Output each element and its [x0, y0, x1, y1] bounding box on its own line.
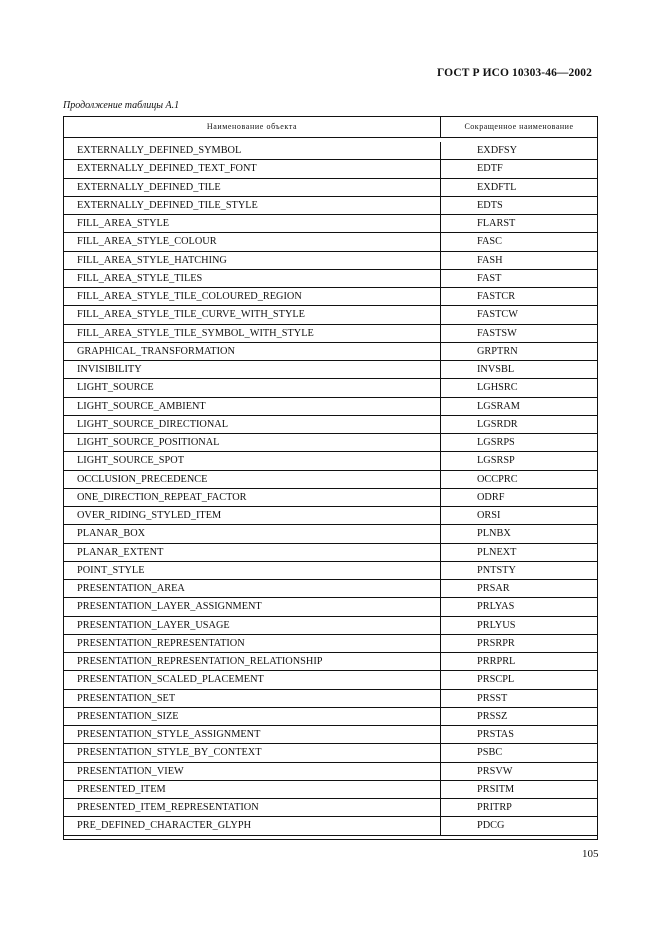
short-name-cell: PDCG: [477, 820, 505, 832]
short-name-cell: ORSI: [477, 510, 501, 521]
short-name-cell: EXDFSY: [477, 145, 518, 156]
object-name-cell: FILL_AREA_STYLE_TILE_CURVE_WITH_STYLE: [64, 306, 441, 323]
short-name-cell: FASTSW: [477, 327, 517, 339]
object-name-cell: PRESENTATION_VIEW: [64, 763, 441, 780]
table-row: [64, 507, 597, 525]
short-name-cell: FLARST: [477, 218, 516, 229]
table-row: [64, 398, 597, 416]
object-name-cell: LIGHT_SOURCE_AMBIENT: [64, 398, 441, 415]
short-name-cell: FASH: [477, 254, 503, 266]
table-row: [64, 489, 597, 507]
table-row: [64, 233, 597, 251]
object-name-cell: PRESENTED_ITEM: [64, 781, 441, 798]
short-name-cell: GRPTRN: [477, 345, 518, 357]
object-name-cell: POINT_STYLE: [64, 562, 441, 579]
table-row: [64, 434, 597, 452]
table-row: [64, 288, 597, 306]
object-name-cell: INVISIBILITY: [64, 361, 441, 378]
short-name-cell: LGSRSP: [477, 455, 515, 467]
object-name-cell: FILL_AREA_STYLE_TILE_SYMBOL_WITH_STYLE: [64, 325, 441, 342]
object-name-cell: PRESENTATION_STYLE_BY_CONTEXT: [64, 744, 441, 761]
object-name-cell: PRESENTATION_SIZE: [64, 708, 441, 725]
short-name-cell: PRSAR: [477, 583, 510, 594]
object-name-cell: PRE_DEFINED_CHARACTER_GLYPH: [64, 817, 441, 834]
short-name-cell: PRLYAS: [477, 601, 515, 613]
object-name-cell: PLANAR_BOX: [64, 525, 441, 542]
object-name-cell: PRESENTATION_STYLE_ASSIGNMENT: [64, 726, 441, 743]
table-row: [64, 471, 597, 489]
object-name-cell: EXTERNALLY_DEFINED_TEXT_FONT: [64, 160, 441, 177]
object-name-cell: ONE_DIRECTION_REPEAT_FACTOR: [64, 489, 441, 506]
short-name-cell: FASC: [477, 236, 502, 248]
table-row: [64, 817, 597, 835]
object-name-cell: PRESENTATION_LAYER_ASSIGNMENT: [64, 598, 441, 615]
table-row: [64, 142, 597, 160]
table-row: [64, 179, 597, 197]
table-body: [64, 142, 597, 836]
short-name-cell: LGHSRC: [477, 382, 518, 394]
short-name-cell: PRITRP: [477, 802, 512, 813]
object-name-cell: EXTERNALLY_DEFINED_TILE: [64, 179, 441, 196]
table-row: [64, 781, 597, 799]
object-name-cell: PRESENTATION_SCALED_PLACEMENT: [64, 671, 441, 688]
object-name-cell: PRESENTATION_SET: [64, 690, 441, 707]
object-name-cell: FILL_AREA_STYLE_HATCHING: [64, 252, 441, 269]
table-row: [64, 671, 597, 689]
object-name-cell: FILL_AREA_STYLE_COLOUR: [64, 233, 441, 250]
table-row: [64, 525, 597, 543]
short-name-cell: LGSRPS: [477, 437, 515, 448]
short-name-cell: PRSST: [477, 692, 508, 704]
object-name-cell: LIGHT_SOURCE_POSITIONAL: [64, 434, 441, 451]
object-name-cell: PRESENTED_ITEM_REPRESENTATION: [64, 799, 441, 816]
object-name-cell: PRESENTATION_REPRESENTATION: [64, 635, 441, 652]
table-row: [64, 617, 597, 635]
table-row: [64, 653, 597, 671]
column-header-short-name: Сокращенное наименование: [464, 122, 574, 131]
short-name-cell: FASTCR: [477, 291, 516, 302]
table-row: [64, 306, 597, 324]
short-name-cell: PNTSTY: [477, 564, 516, 576]
table-row: [64, 744, 597, 762]
table-row: [64, 635, 597, 653]
table-header: [64, 117, 597, 138]
table-row: [64, 562, 597, 580]
object-name-cell: OVER_RIDING_STYLED_ITEM: [64, 507, 441, 524]
table-row: [64, 160, 597, 178]
short-name-cell: FASTCW: [477, 309, 519, 321]
short-name-cell: PRSCPL: [477, 674, 515, 686]
short-name-cell: PRSITM: [477, 783, 515, 795]
short-name-cell: ODRF: [477, 491, 505, 503]
table-row: [64, 416, 597, 434]
object-name-cell: LIGHT_SOURCE: [64, 379, 441, 396]
table-row: [64, 361, 597, 379]
object-name-cell: FILL_AREA_STYLE: [64, 215, 441, 232]
table-row: [64, 197, 597, 215]
table-row: [64, 598, 597, 616]
short-name-cell: EDTS: [477, 199, 503, 211]
short-name-cell: PLNEXT: [477, 546, 517, 558]
short-name-cell: EXDFTL: [477, 181, 517, 193]
object-name-cell: PRESENTATION_REPRESENTATION_RELATIONSHIP: [64, 653, 441, 670]
short-name-cell: PRSTAS: [477, 729, 514, 740]
table-caption: Продолжение таблицы A.1: [63, 100, 180, 111]
object-name-cell: FILL_AREA_STYLE_TILES: [64, 270, 441, 287]
table-row: [64, 690, 597, 708]
short-name-cell: LGSRDR: [477, 418, 518, 430]
table-row: [64, 252, 597, 270]
object-name-cell: LIGHT_SOURCE_SPOT: [64, 452, 441, 469]
table-row: [64, 708, 597, 726]
object-name-cell: PLANAR_EXTENT: [64, 544, 441, 561]
table-row: [64, 379, 597, 397]
table-row: [64, 763, 597, 781]
object-name-cell: OCCLUSION_PRECEDENCE: [64, 471, 441, 488]
short-name-cell: PRSSZ: [477, 710, 508, 722]
table-row: [64, 452, 597, 470]
table-row: [64, 215, 597, 233]
abbreviation-table: [63, 116, 598, 840]
column-header-object-name: Наименование объекта: [64, 117, 441, 137]
object-name-cell: EXTERNALLY_DEFINED_TILE_STYLE: [64, 197, 441, 214]
short-name-cell: PRRPRL: [477, 656, 516, 667]
short-name-cell: PRSVW: [477, 765, 513, 777]
object-name-cell: PRESENTATION_LAYER_USAGE: [64, 617, 441, 634]
object-name-cell: EXTERNALLY_DEFINED_SYMBOL: [64, 142, 441, 159]
table-row: [64, 325, 597, 343]
table-row: [64, 343, 597, 361]
table-row: [64, 580, 597, 598]
short-name-cell: FAST: [477, 272, 502, 284]
table-row: [64, 270, 597, 288]
table-row: [64, 799, 597, 817]
short-name-cell: OCCPRC: [477, 473, 518, 485]
short-name-cell: EDTF: [477, 163, 503, 175]
short-name-cell: INVSBL: [477, 364, 515, 375]
page-number: 105: [582, 848, 599, 860]
object-name-cell: GRAPHICAL_TRANSFORMATION: [64, 343, 441, 360]
table-row: [64, 726, 597, 744]
short-name-cell: PRLYUS: [477, 619, 516, 631]
short-name-cell: PSBC: [477, 747, 503, 759]
object-name-cell: PRESENTATION_AREA: [64, 580, 441, 597]
short-name-cell: PLNBX: [477, 528, 511, 540]
document-header: ГОСТ Р ИСО 10303-46—2002: [437, 67, 592, 79]
object-name-cell: LIGHT_SOURCE_DIRECTIONAL: [64, 416, 441, 433]
short-name-cell: LGSRAM: [477, 400, 520, 412]
object-name-cell: FILL_AREA_STYLE_TILE_COLOURED_REGION: [64, 288, 441, 305]
table-row: [64, 544, 597, 562]
short-name-cell: PRSRPR: [477, 637, 515, 649]
